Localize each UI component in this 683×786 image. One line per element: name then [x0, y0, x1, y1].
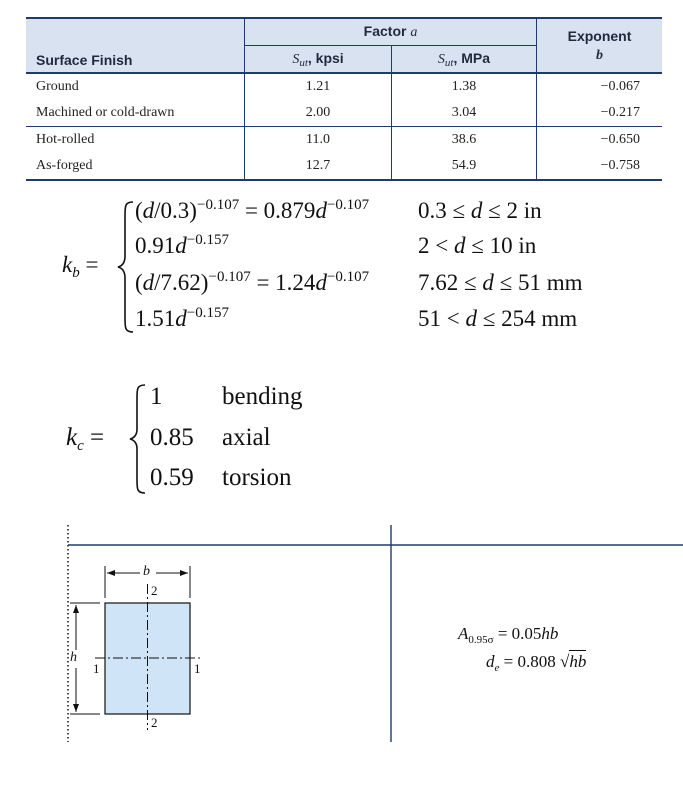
- kb-case-4-expr: $1.51d^{-0.157}$: [135, 305, 229, 331]
- cell-finish: Hot-rolled: [26, 127, 245, 154]
- kb-case-1-expr: $(d/0.3)^{-0.107} = 0.879d^{-0.107}$: [135, 197, 370, 223]
- kc-case-2-value: 0.85: [150, 424, 194, 451]
- cell-kpsi: 11.0: [245, 127, 392, 154]
- kb-case-3-cond: 7.62 ≤ d ≤ 51 mm: [418, 270, 583, 295]
- header-factor-a: Factor a: [245, 18, 537, 46]
- kc-case-1-value: 1: [150, 383, 163, 410]
- rectangular-section-diagram: [60, 560, 220, 735]
- area-formula: $A_{0.95\sigma} = 0.05hb$: [458, 624, 559, 646]
- effective-diameter-formula: $d_e = 0.808$ √hb: [486, 652, 587, 674]
- cell-exponent: −0.758: [600, 158, 640, 173]
- cell-exponent: −0.650: [600, 132, 640, 147]
- axis-2-top-label: 2: [151, 583, 158, 598]
- kb-case-2-cond: 2 < d ≤ 10 in: [418, 233, 537, 258]
- header-sut-kpsi: $S_{ut}$, kpsi: [245, 46, 392, 74]
- cell-mpa: 3.04: [392, 100, 537, 127]
- cell-kpsi: 12.7: [245, 153, 392, 180]
- cell-kpsi: 1.21: [245, 73, 392, 100]
- kb-case-1-cond: 0.3 ≤ d ≤ 2 in: [418, 198, 542, 223]
- axis-1-left-label: 1: [93, 661, 100, 676]
- kc-case-3-value: 0.59: [150, 464, 194, 491]
- kc-case-1-label: bending: [222, 383, 303, 410]
- kb-case-4-cond: 51 < d ≤ 254 mm: [418, 306, 578, 331]
- cell-kpsi: 2.00: [245, 100, 392, 127]
- header-sut-mpa: $S_{ut}$, MPa: [392, 46, 537, 74]
- axis-1-right-label: 1: [194, 661, 201, 676]
- cell-finish: As-forged: [26, 153, 245, 180]
- cell-mpa: 1.38: [392, 73, 537, 100]
- kc-case-3-label: torsion: [222, 464, 292, 491]
- dim-h-label: h: [70, 650, 77, 665]
- cell-exponent: −0.217: [600, 105, 640, 120]
- kb-case-2-expr: $0.91d^{-0.157}$: [135, 232, 229, 258]
- kb-case-3-expr: $(d/7.62)^{-0.107} = 1.24d^{-0.107}$: [135, 269, 370, 295]
- kc-lhs: $k_c$ =: [66, 424, 105, 454]
- header-surface-finish: Surface Finish: [26, 18, 245, 73]
- kb-lhs: $k_b$ =: [62, 252, 99, 281]
- dim-b-label: b: [143, 564, 150, 579]
- cell-mpa: 38.6: [392, 127, 537, 154]
- kc-case-2-label: axial: [222, 424, 271, 451]
- cell-finish: Machined or cold-drawn: [26, 100, 245, 127]
- cell-mpa: 54.9: [392, 153, 537, 180]
- sqrt-sign: √: [559, 652, 570, 671]
- cell-exponent: −0.067: [600, 79, 640, 94]
- axis-2-bottom-label: 2: [151, 715, 158, 730]
- header-exponent: Exponent b: [567, 27, 632, 63]
- cell-finish: Ground: [26, 73, 245, 100]
